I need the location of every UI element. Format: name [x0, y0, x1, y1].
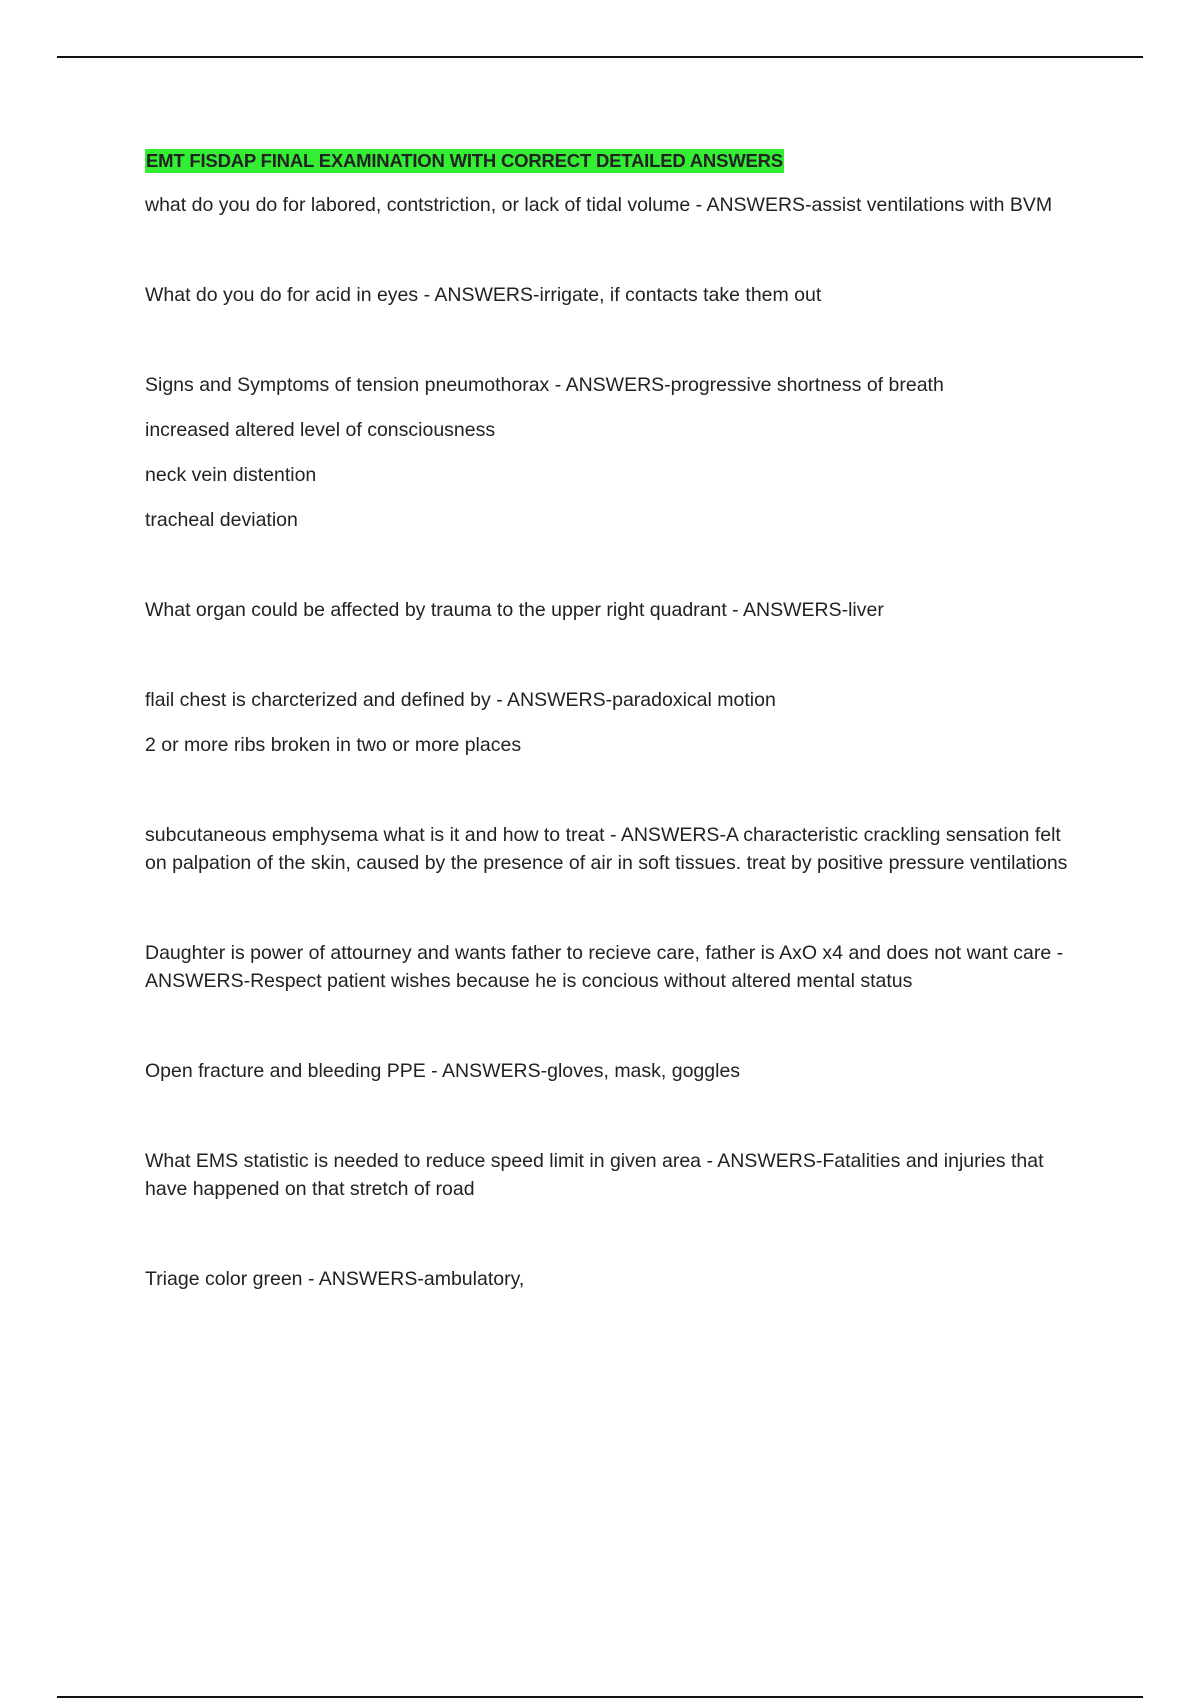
- qa-line: subcutaneous emphysema what is it and how to treat - ANSWERS-A characteristic crackling sensation felt on palpation of the skin, caused by the presence of air in soft tissues. treat by positive pressure ventilations: [145, 824, 1068, 874]
- qa-item-7: [145, 939, 1075, 995]
- qa-item-8: [145, 1057, 1075, 1085]
- footer-rule: [57, 1696, 1143, 1698]
- qa-line: What do you do for acid in eyes - ANSWERS-irrigate, if contacts take them out: [145, 284, 822, 306]
- qa-line: What EMS statistic is needed to reduce speed limit in given area - ANSWERS-Fatalities and injuries that have happened on that stretch of road: [145, 1150, 1044, 1200]
- qa-line: Daughter is power of attourney and wants father to recieve care, father is AxO x4 and does not want care - ANSWERS-Respect patient wishes because he is concious without altered mental status: [145, 942, 1064, 992]
- qa-item-5: [145, 686, 1075, 759]
- qa-line: tracheal deviation: [145, 509, 298, 531]
- qa-item-10: [145, 1265, 1075, 1293]
- document-body: [145, 147, 1075, 1293]
- qa-item-9: [145, 1147, 1075, 1203]
- qa-item-3: [145, 371, 1075, 534]
- qa-item-2: [145, 281, 1075, 309]
- header-rule: [57, 56, 1143, 58]
- qa-line: Triage color green - ANSWERS-ambulatory,: [145, 1268, 525, 1290]
- qa-item-1: [145, 191, 1075, 219]
- qa-line: neck vein distention: [145, 464, 317, 486]
- qa-line: 2 or more ribs broken in two or more places: [145, 734, 522, 756]
- qa-line: increased altered level of consciousness: [145, 419, 496, 441]
- qa-line: Signs and Symptoms of tension pneumothorax - ANSWERS-progressive shortness of breath: [145, 374, 944, 396]
- qa-line: What organ could be affected by trauma to the upper right quadrant - ANSWERS-liver: [145, 599, 884, 621]
- qa-line: flail chest is charcterized and defined by - ANSWERS-paradoxical motion: [145, 689, 776, 711]
- qa-item-4: [145, 596, 1075, 624]
- qa-item-6: [145, 821, 1075, 877]
- document-title: EMT FISDAP FINAL EXAMINATION WITH CORRECT DETAILED ANSWERS: [146, 150, 783, 171]
- qa-line: Open fracture and bleeding PPE - ANSWERS-gloves, mask, goggles: [145, 1060, 741, 1082]
- qa-line: what do you do for labored, contstriction, or lack of tidal volume - ANSWERS-assist ventilations with BVM: [145, 194, 1053, 216]
